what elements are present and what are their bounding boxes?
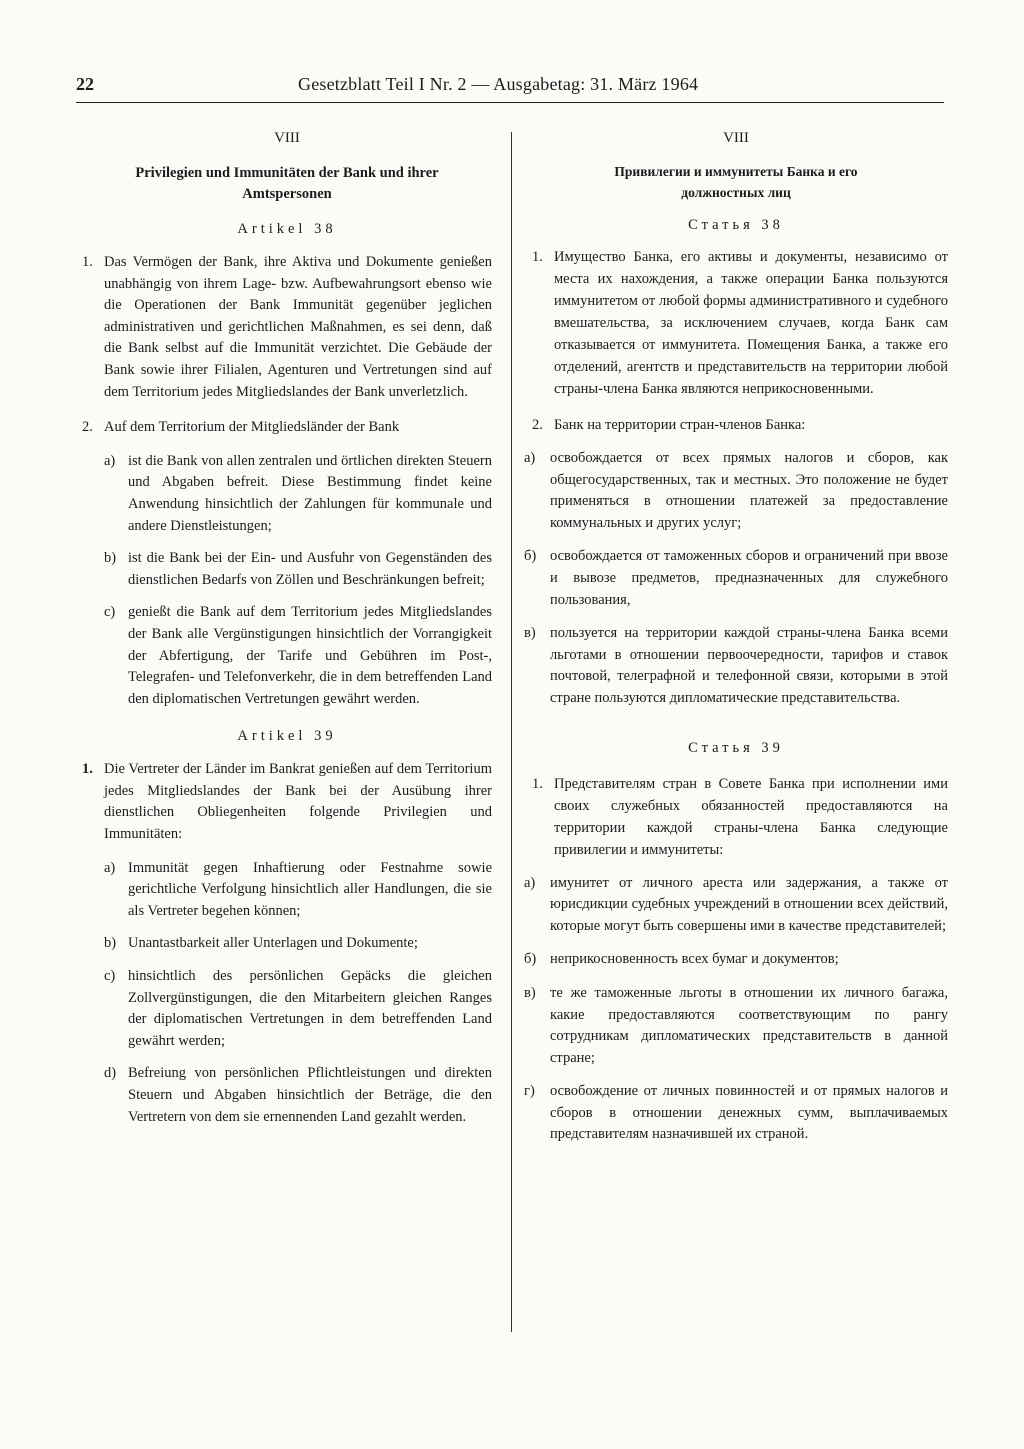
de-art39-para-1a — [82, 858, 492, 923]
header-rule — [76, 102, 944, 103]
item-letter: a) — [104, 859, 116, 876]
article-38-heading-de: Artikel 38 — [237, 221, 337, 237]
para-text: Das Vermögen der Bank, ihre Aktiva und Dokumente genießen unabhängig von ihrem Lage- bzw. Aufbewahrungsort ebenso wie die Operationen der Bank Immunität gegenüber jeglichen administrativen und gerichtlichen Maßnahmen, es sei denn, daß die Bank selbst auf die Immunität verzichtet. Die Gebäude der Bank sowie ihrer Filialen, Agenturen und Vertretungen sind auf dem Territorium jedes Mitgliedslandes der Bank unverletzlich. — [104, 254, 492, 400]
item-text: неприкосновенность всех бумаг и документов; — [550, 951, 839, 968]
item-text: те же таможенные льготы в отношении их личного багажа, какие предоставляются соответствующим по рангу сотрудникам дипломатических представительств в данной стране; — [550, 984, 948, 1066]
de-art39-para-1d — [82, 1063, 492, 1128]
page-number: 22 — [76, 74, 94, 94]
item-text: освобождается от всех прямых налогов и сборов, как общегосударственных, так и местных. Это положение не будет применяться в отношении платежей за предоставление коммунальных и других услуг; — [550, 450, 948, 531]
russian-column — [524, 130, 948, 1146]
para-number: 1. — [82, 254, 93, 270]
item-letter: c) — [104, 968, 116, 985]
item-letter: c) — [104, 604, 116, 621]
item-letter: a) — [104, 452, 116, 469]
ru-art39-para-1d — [524, 1081, 948, 1146]
ru-art38-para-2b — [524, 546, 948, 611]
german-column — [82, 130, 492, 1128]
page-header — [76, 72, 944, 104]
item-letter: а) — [524, 874, 536, 891]
item-letter: в) — [524, 625, 536, 642]
item-text: hinsichtlich des persönlichen Gepäcks die gleichen Zollvergünstigungen, die den Mitarbeitern gleichen Ranges der diplomatischen Vertretungen in dem betreffenden Land gewährt werden; — [128, 968, 492, 1049]
article-39-heading-ru: Статья 39 — [688, 739, 784, 756]
ru-art39-para-1b — [524, 949, 948, 971]
item-letter: b) — [104, 550, 117, 567]
para-number: 1. — [532, 249, 543, 265]
de-art39-para-1 — [82, 759, 492, 845]
ru-art38-para-2c — [524, 623, 948, 709]
item-text: имунитет от личного ареста или задержания, а также от юрисдикции судебных учреждений в отношении всех действий, которые могут быть совершены ими в качестве представителей; — [550, 874, 948, 934]
ru-art39-para-1a — [524, 873, 948, 938]
item-letter: а) — [524, 450, 536, 466]
part-title-ru-line2: должностных лиц — [681, 185, 791, 200]
gazette-header-title: Gesetzblatt Teil I Nr. 2 — Ausgabetag: 31. März 1964 — [298, 74, 699, 94]
de-art38-para-2b — [82, 548, 492, 591]
item-text: освобождение от личных повинностей и от прямых налогов и сборов в отношении денежных сумм, выплачиваемых представителям назначившей их страной. — [550, 1083, 948, 1143]
para-text: Die Vertreter der Länder im Bankrat genießen auf dem Territorium jedes Mitgliedslandes der Bank bei der Ausübung ihrer dienstlichen Obliegenheiten folgende Privilegien und Immunitäten: — [104, 761, 492, 843]
para-number: 1. — [82, 761, 93, 778]
article-38-heading-ru: Статья 38 — [688, 217, 784, 233]
de-art38-para-2 — [82, 417, 492, 439]
item-text: Befreiung von persönlichen Pflichtleistungen und direkten Steuern und Abgaben hinsichtlich der Beträge, die den Vertretern von dem sie ernennenden Land gezahlt werden. — [128, 1065, 492, 1125]
item-text: ist die Bank von allen zentralen und örtlichen direkten Steuern und Abgaben befreit. Diese Bestimmung findet keine Anwendung hinsichtlich der Zahlungen für kommunale und andere Dienstleistungen; — [128, 452, 492, 534]
item-letter: b) — [104, 935, 117, 952]
para-text: Auf dem Territorium der Mitgliedsländer der Bank — [104, 419, 400, 436]
part-title-de-line2: Amtspersonen — [242, 186, 332, 202]
ru-art39-para-1c — [524, 983, 948, 1069]
item-letter: d) — [104, 1065, 117, 1082]
ru-art38-para-2 — [524, 414, 948, 436]
item-letter: б) — [524, 548, 537, 565]
item-text: освобождается от таможенных сборов и ограничений при ввозе и вывозе предметов, предназначенных для служебного пользования, — [550, 548, 948, 608]
de-art38-para-2a — [82, 451, 492, 537]
para-text: Банк на территории стран-членов Банка: — [554, 417, 806, 433]
part-number-de: VIII — [274, 130, 300, 146]
para-number: 2. — [532, 417, 543, 433]
item-text: Immunität gegen Inhaftierung oder Festnahme sowie gerichtliche Verfolgung hinsichtlich aller Handlungen, die sie als Vertreter begehen können; — [128, 859, 492, 919]
item-letter: г) — [524, 1083, 535, 1100]
part-number-ru: VIII — [723, 130, 749, 146]
item-letter: в) — [524, 984, 536, 1001]
para-text: Имущество Банка, его активы и документы, независимо от места их нахождения, а также операции Банка пользуются иммунитетом от любой формы административного и судебного вмешательства, за исключением случаев, когда Банк сам отказывается от иммунитета. Помещения Банка, а также его отделений, агентств и представительств на территории любой страны-члена Банка являются неприкосновенными. — [554, 249, 948, 397]
de-art39-para-1c — [82, 966, 492, 1052]
part-title-de-line1: Privilegien und Immunitäten der Bank und ihrer — [135, 165, 439, 181]
column-divider — [511, 132, 512, 1332]
item-text: Unantastbarkeit aller Unterlagen und Dokumente; — [128, 935, 418, 952]
para-number: 1. — [532, 775, 543, 792]
para-number: 2. — [82, 419, 93, 436]
item-text: пользуется на территории каждой страны-члена Банка всеми льготами в отношении первоочередности, тарифов и ставок почтовой, телеграфной и телефонной связи, которыми в этой стране пользуются дипломатические представительства. — [550, 625, 948, 706]
ru-art39-para-1 — [524, 773, 948, 861]
item-text: genießt die Bank auf dem Territorium jedes Mitgliedslandes der Bank alle Vergünstigungen hinsichtlich der Vorrangigkeit der Abfertigung, der Tarife und Gebühren im Post-, Telegrafen- und Telefonverkehr, die in dem betreffenden Land den diplomatischen Vertretungen gewährt werden. — [128, 604, 492, 707]
ru-art38-para-1 — [524, 246, 948, 400]
item-text: ist die Bank bei der Ein- und Ausfuhr von Gegenständen des dienstlichen Bedarfs von Zöllen und Beschränkungen befreit; — [128, 550, 492, 588]
ru-art38-para-2a — [524, 448, 948, 534]
article-39-heading-de: Artikel 39 — [237, 728, 337, 745]
de-art38-para-1 — [82, 252, 492, 403]
para-text: Представителям стран в Совете Банка при исполнении ими своих служебных обязанностей предоставляются на территории каждой страны-члена Банка следующие привилегии и иммунитеты: — [554, 775, 948, 858]
de-art38-para-2c — [82, 602, 492, 710]
part-title-ru-line1: Привилегии и иммунитеты Банка и его — [614, 164, 858, 179]
item-letter: б) — [524, 951, 537, 968]
de-art39-para-1b — [82, 933, 492, 955]
